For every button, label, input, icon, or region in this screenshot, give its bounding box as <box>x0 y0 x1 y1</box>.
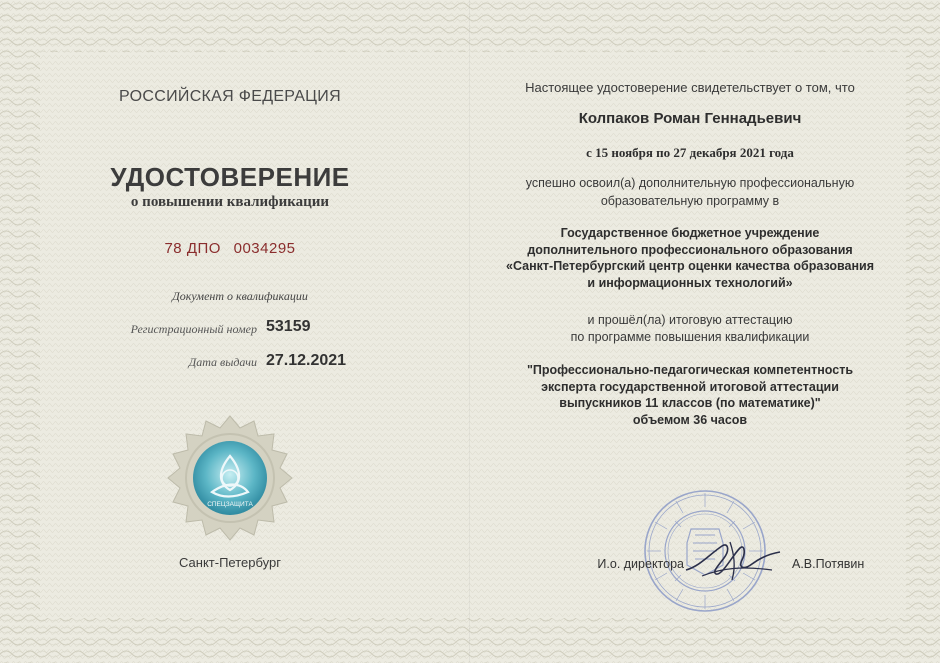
director-name: А.В.Потявин <box>792 557 865 571</box>
attestation-line: и прошёл(ла) итоговую аттестацию <box>587 313 793 327</box>
hologram-text: СПЕЦЗАЩИТА <box>207 501 253 508</box>
institution-line: Государственное бюджетное учреждение <box>560 226 820 240</box>
document-title: УДОСТОВЕРЕНИЕ <box>110 162 350 192</box>
document-kind: Документ о квалификации <box>172 289 308 303</box>
intro-text: Настоящее удостоверение свидетельствует о том, что <box>525 80 855 95</box>
director-signature-icon <box>682 536 786 586</box>
training-period: с 15 ноября по 27 декабря 2021 года <box>586 145 794 160</box>
mastered-line: образовательную программу в <box>600 194 780 208</box>
institution-name <box>470 225 910 291</box>
registration-value: 53159 <box>266 318 311 335</box>
mastered-line: успешно освоил(а) дополнительную профессиональную <box>525 176 855 190</box>
attestation-statement <box>470 312 910 346</box>
holder-name: Колпаков Роман Геннадьевич <box>578 110 802 127</box>
issue-date-value: 27.12.2021 <box>266 352 347 369</box>
issue-city: Санкт-Петербург <box>179 555 281 570</box>
hologram-seal-icon <box>166 414 294 542</box>
serial-digits: 0034295 <box>233 240 296 257</box>
program-hours: объемом 36 часов <box>632 412 748 427</box>
program-line: эксперта государственной итоговой аттестации <box>541 379 839 394</box>
institution-line: дополнительного профессионального образования <box>527 242 853 257</box>
registration-label: Регистрационный номер <box>130 322 257 336</box>
mastered-statement <box>470 174 910 210</box>
program-line: выпускников 11 классов (по математике)" <box>559 396 821 410</box>
document-subtitle: о повышении квалификации <box>130 194 330 210</box>
director-title: И.о. директора <box>597 557 684 571</box>
attestation-line: по программе повышения квалификации <box>570 330 810 344</box>
issue-date-label: Дата выдачи <box>188 355 257 369</box>
program-title <box>470 362 910 428</box>
program-line: "Профессионально-педагогическая компетентность <box>526 363 854 377</box>
institution-line: «Санкт-Петербургский центр оценки качества образования <box>506 259 874 273</box>
serial-number <box>80 240 380 257</box>
country-name: РОССИЙСКАЯ ФЕДЕРАЦИЯ <box>119 88 341 105</box>
serial-series: 78 ДПО <box>164 240 221 257</box>
institution-line: и информационных технологий» <box>587 275 793 290</box>
